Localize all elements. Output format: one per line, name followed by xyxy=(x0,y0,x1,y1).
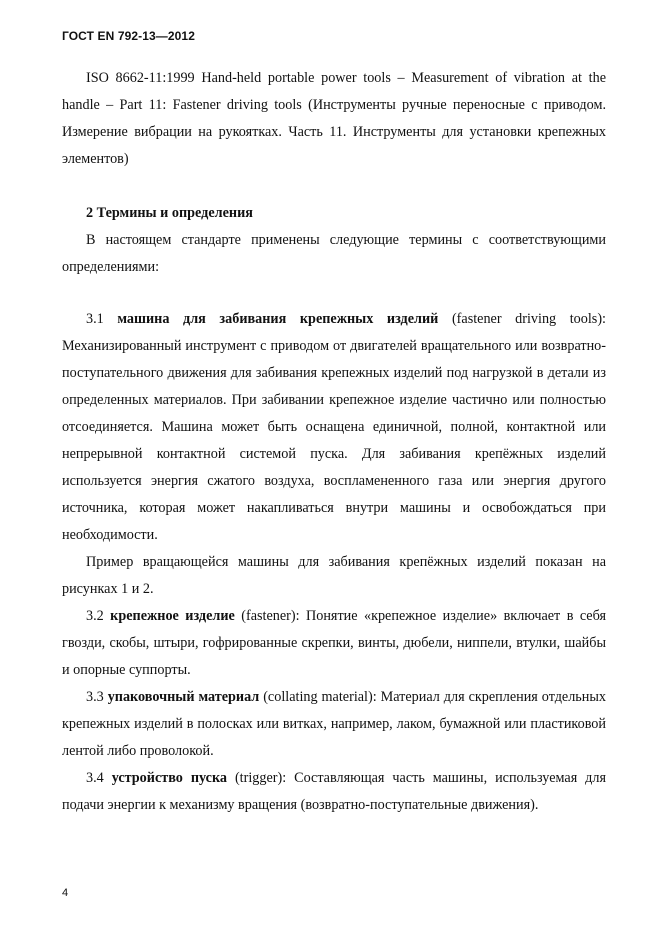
term-3-1 xyxy=(62,306,606,549)
document-body xyxy=(62,65,606,819)
document-header: ГОСТ EN 792-13—2012 xyxy=(62,29,195,43)
page-number: 4 xyxy=(62,887,69,899)
term-number: 3.1 xyxy=(86,311,104,327)
term-definition: (trigger): Составляющая часть машины, используемая для подачи энергии к механизму вращения (возвратно-поступательные движения). xyxy=(62,770,606,813)
term-name: машина для забивания крепежных изделий xyxy=(117,311,439,327)
term-name: устройство пуска xyxy=(111,770,227,786)
example-text: Пример вращающейся машины для забивания крепёжных изделий показан на рисунках 1 и 2. xyxy=(62,554,606,597)
normative-reference: ISO 8662-11:1999 Hand-held portable power tools – Measurement of vibration at the handle – Part 11: Fastener driving tools (Инструменты ручные переносные с приводом. Измерение вибрации на рукоятках. Часть 11. Инструменты для установки крепежных элементов) xyxy=(62,70,606,167)
term-name: крепежное изделие xyxy=(110,608,235,624)
term-3-2 xyxy=(62,603,606,684)
term-number: 3.4 xyxy=(86,770,104,786)
term-3-3 xyxy=(62,684,606,765)
section-title xyxy=(62,200,606,227)
term-name: упаковочный материал xyxy=(107,689,260,705)
term-number: 3.3 xyxy=(86,689,104,705)
section-title-text: 2 Термины и определения xyxy=(86,205,253,221)
term-3-4 xyxy=(62,765,606,819)
term-number: 3.2 xyxy=(86,608,104,624)
term-3-1-example xyxy=(62,549,606,603)
term-definition: (collating material): Материал для скрепления отдельных крепежных изделий в полосках или витках, например, лаком, бумажной или пластиковой лентой либо проволокой. xyxy=(62,689,606,759)
section-intro: В настоящем стандарте применены следующие термины с соответствующими определениями: xyxy=(62,232,606,275)
term-definition: (fastener): Понятие «крепежное изделие» включает в себя гвозди, скобы, штыри, гофрированные скрепки, винты, дюбели, ниппели, втулки, шайбы и опорные суппорты. xyxy=(62,608,606,678)
term-definition: (fastener driving tools): Механизированный инструмент с приводом от двигателей вращательного или возвратно-поступательного движения для забивания крепежных изделий под нагрузкой в детали из определенных материалов. При забивании крепежное изделие частично или полностью отсоединяется. Машина может быть оснащена единичной, полной, контактной или непрерывной контактной системой пуска. Для забивания крепёжных изделий используется энергия сжатого воздуха, воспламененного газа или энергия другого источника, которая может накапливаться внутри машины и освобождаться при необходимости. xyxy=(62,311,606,543)
